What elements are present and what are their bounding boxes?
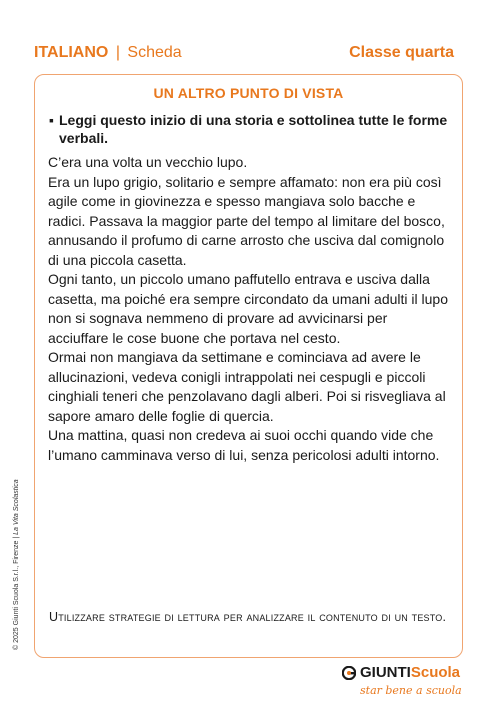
instruction-text: Leggi questo inizio di una storia e sottolinea tutte le forme verbali. bbox=[59, 112, 448, 146]
story-paragraph: Era un lupo grigio, solitario e sempre affamato: non era più così agile come in giovinezza e spesso mangiava solo bacche e radici. Passava la maggior parte del tempo al limitare del bosco, annusando il profumo di carne arrosto che usciva dal comignolo di una piccola casetta. bbox=[48, 173, 445, 268]
logo-tagline: star bene a scuola bbox=[360, 684, 462, 697]
learning-objective: Utilizzare strategie di lettura per analizzare il contenuto di un testo. bbox=[49, 610, 447, 624]
subject-label: ITALIANO bbox=[34, 44, 109, 61]
giunti-logo-icon bbox=[342, 666, 356, 680]
worksheet-type-label: Scheda bbox=[127, 44, 182, 61]
story-text bbox=[48, 153, 450, 465]
story-paragraph: Una mattina, quasi non credeva ai suoi occhi quando vide che l’umano camminava verso di lui, senza pericolosi adulti intorno. bbox=[48, 427, 440, 463]
giunti-scuola-logo bbox=[342, 664, 462, 704]
story-paragraph: C’era una volta un vecchio lupo. bbox=[48, 154, 248, 170]
worksheet-card bbox=[34, 74, 463, 658]
bullet-icon: ▪ bbox=[49, 112, 54, 128]
class-label: Classe quarta bbox=[349, 44, 454, 61]
story-paragraph: Ormai non mangiava da settimane e cominciava ad avere le allucinazioni, vedeva conigli intrappolati nei cespugli e piccoli cinghiali teneri che penzolavano dagli alberi. Poi si risvegliava al sapore amaro delle foglie di quercia. bbox=[48, 349, 446, 424]
page-header bbox=[34, 44, 454, 66]
copyright-text: © 2025 Giunti Scuola S.r.l., Firenze | bbox=[13, 534, 20, 650]
worksheet-title: UN ALTRO PUNTO DI VISTA bbox=[153, 85, 344, 101]
header-separator: | bbox=[115, 44, 120, 61]
story-paragraph: Ogni tanto, un piccolo umano paffutello entrava e usciva dalla casetta, ma poiché era sempre circondato da umani adulti il lupo non si sognava nemmeno di provare ad avvicinarsi per acciuffare le cose buone che portava nel cesto. bbox=[48, 271, 448, 346]
logo-wordmark bbox=[360, 664, 460, 681]
instruction bbox=[49, 111, 448, 147]
magazine-name: La Vita Scolastica bbox=[13, 479, 20, 535]
copyright-notice bbox=[13, 479, 20, 650]
header-left bbox=[34, 44, 182, 62]
logo-brand-main: GIUNTI bbox=[360, 664, 411, 681]
logo-brand-accent: Scuola bbox=[410, 664, 461, 681]
